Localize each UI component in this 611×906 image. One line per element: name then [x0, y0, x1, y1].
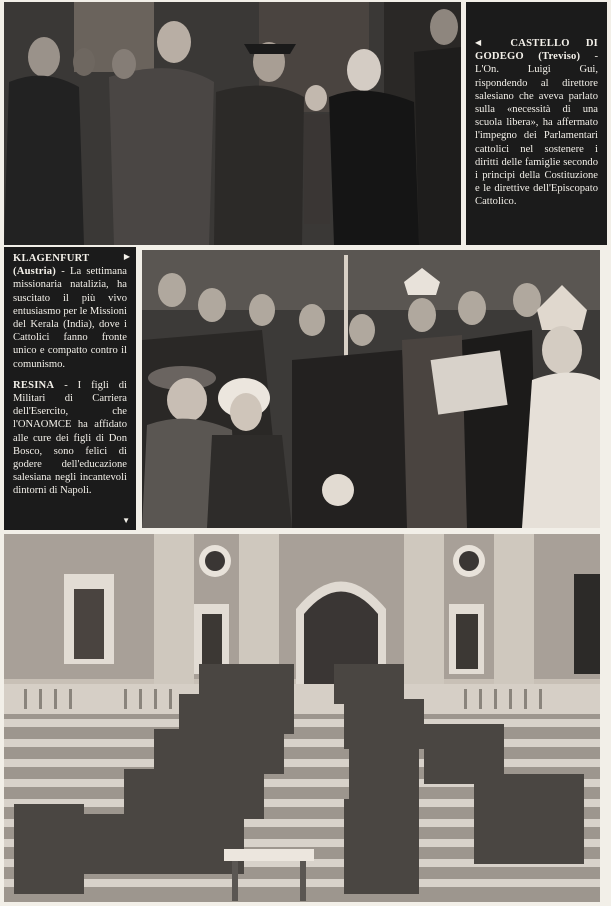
caption-body-resina: - I figli di Militari di Carriera dell'Esercito, che l'ONAOMCE ha affidato alle cure dei figli di Don Bosco, sono felici di godere dell'educazione salesiana negli incantevoli dintorni di Napoli.	[13, 379, 127, 497]
caption-body-klagenfurt: - La settimana missionaria natalizia, ha suscitato il più vivo entusiasmo per le Missioni del Kerala (India), dove i Cattolici fanno fronte unico e compatto contro il comunismo.	[13, 266, 127, 370]
caption-lead-castello: CASTELLO DI GODEGO (Treviso)	[475, 38, 598, 63]
caption-resina	[13, 379, 127, 498]
photo-klagenfurt-image	[142, 250, 600, 528]
caption-column-left	[4, 247, 136, 530]
caption-body-castello: - L'On. Luigi Gui, rispondendo al direttore salesiano che aveva parlato sulla «necessità di una scuola libera», ha affermato l'impegno dei Parlamentari cattolici nel sostenere i diritti delle famiglie secondo i principi della Costituzione e le direttive dell'Episcopato Cattolico.	[475, 51, 598, 208]
photo-resina-image	[4, 534, 600, 902]
photo-resina	[4, 534, 600, 902]
photo-castello-image	[4, 2, 461, 245]
arrow-down-icon: ▼	[122, 515, 130, 525]
caption-klagenfurt	[13, 252, 127, 371]
arrow-right-icon: ▶	[123, 252, 130, 261]
caption-lead-resina: RESINA	[13, 379, 55, 391]
photo-klagenfurt	[142, 250, 600, 528]
arrow-left-icon: ◀	[475, 38, 495, 47]
photo-castello-di-godego	[4, 2, 461, 245]
caption-lead-klagenfurt: KLAGENFURT (Austria)	[13, 253, 90, 278]
caption-castello-di-godego	[466, 2, 607, 245]
